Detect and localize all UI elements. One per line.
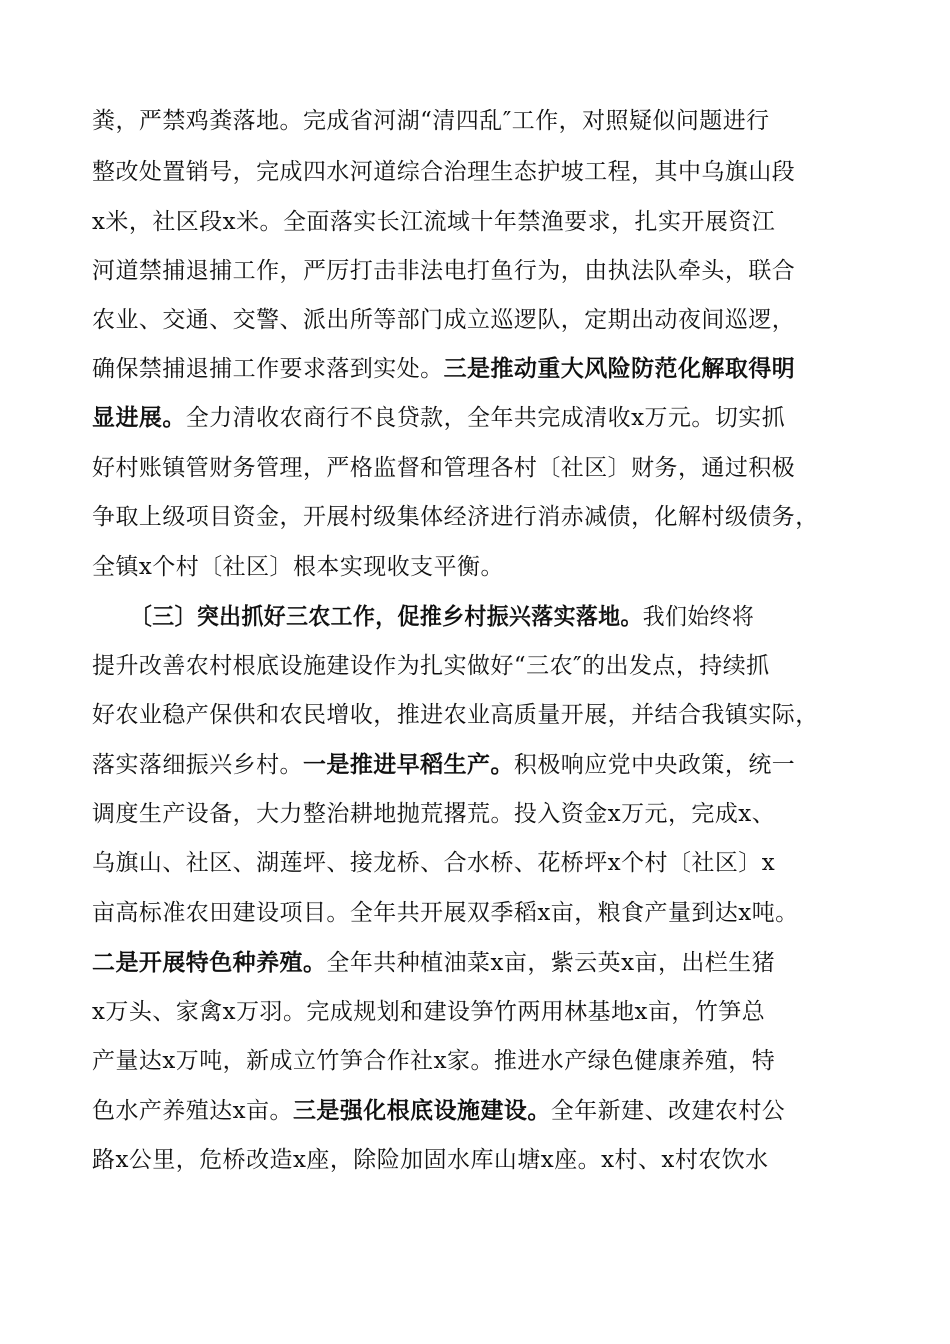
- text-line: [92, 646, 870, 686]
- text-line: [92, 497, 870, 537]
- text-line: [92, 101, 870, 141]
- text-segment: 我们始终将: [642, 604, 755, 630]
- text-segment: 争取上级项目资金，开展村级集体经济进行消赤减债，化解村级债务，: [92, 504, 819, 530]
- text-line: [92, 349, 870, 389]
- text-segment: 确保禁捕退捕工作要求落到实处。: [92, 356, 444, 382]
- text-segment: 亩高标准农田建设项目。全年共开展双季稻x亩，粮食产量到达x吨。: [92, 900, 799, 926]
- text-segment: 产量达x万吨，新成立竹笋合作社x家。推进水产绿色健康养殖，特: [92, 1048, 776, 1074]
- text-line: [92, 745, 870, 785]
- text-line: [92, 992, 870, 1032]
- text-line: [92, 843, 870, 883]
- text-segment: x万头、家禽x万羽。完成规划和建设笋竹两用林基地x亩，竹笋总: [92, 999, 766, 1025]
- text-segment: 好农业稳产保供和农民增收，推进农业高质量开展，并结合我镇实际，: [92, 702, 819, 728]
- text-line: [92, 893, 870, 933]
- text-segment: 路x公里，危桥改造x座，除险加固水库山塘x座。x村、x村农饮水: [92, 1147, 769, 1173]
- text-line: [92, 202, 870, 242]
- text-line: [92, 695, 870, 735]
- text-line: [92, 398, 870, 438]
- text-line: [92, 943, 870, 983]
- text-line: [92, 794, 870, 834]
- section-heading: 〔三〕突出抓好三农工作，促推乡村振兴落实落地。: [130, 603, 643, 630]
- text-line: [92, 300, 870, 340]
- text-segment: 河道禁捕退捕工作，严厉打击非法电打鱼行为，由执法队牵头，联合: [92, 258, 796, 284]
- text-line: [92, 547, 870, 587]
- text-segment: 全镇x个村〔社区〕根本实现收支平衡。: [92, 554, 504, 580]
- text-segment: 整改处置销号，完成四水河道综合治理生态护坡工程，其中乌旗山段: [92, 159, 796, 185]
- text-line: [92, 152, 870, 192]
- bold-heading: 一是推进早稻生产。: [302, 751, 514, 778]
- bold-heading: 显进展。: [92, 404, 186, 431]
- text-segment: 全年共种植油菜x亩，紫云英x亩，出栏生猪: [326, 950, 776, 976]
- bold-heading: 三是强化根底设施建设。: [292, 1097, 551, 1124]
- text-line: [130, 597, 870, 637]
- text-segment: 全力清收农商行不良贷款，全年共完成清收x万元。切实抓: [185, 405, 786, 431]
- text-segment: 落实落细振兴乡村。: [92, 752, 303, 778]
- bold-heading: 三是推动重大风险防范化解取得明: [443, 355, 796, 382]
- text-line: [92, 251, 870, 291]
- text-segment: 全年新建、改建农村公: [550, 1098, 786, 1124]
- bold-heading: 二是开展特色种养殖。: [92, 949, 327, 976]
- text-segment: 积极响应党中央政策，统一: [513, 752, 796, 778]
- text-line: [92, 1091, 870, 1131]
- text-segment: 农业、交通、交警、派出所等部门成立巡逻队，定期出动夜间巡逻，: [92, 307, 796, 333]
- text-segment: 提升改善农村根底设施建设作为扎实做好“三农″的出发点，持续抓: [92, 653, 770, 679]
- text-line: [92, 448, 870, 488]
- text-segment: 粪，严禁鸡粪落地。完成省河湖“清四乱″工作，对照疑似问题进行: [92, 108, 770, 134]
- text-segment: 好村账镇管财务管理，严格监督和管理各村〔社区〕财务，通过积极: [92, 455, 796, 481]
- text-segment: x米，社区段x米。全面落实长江流域十年禁渔要求，扎实开展资江: [92, 209, 776, 235]
- text-line: [92, 1041, 870, 1081]
- text-segment: 调度生产设备，大力整治耕地抛荒撂荒。投入资金x万元，完成x、: [92, 801, 776, 827]
- text-segment: 色水产养殖达x亩。: [92, 1098, 293, 1124]
- text-line: [92, 1140, 870, 1180]
- text-segment: 乌旗山、社区、湖莲坪、接龙桥、合水桥、花桥坪x个村〔社区〕x: [92, 850, 776, 876]
